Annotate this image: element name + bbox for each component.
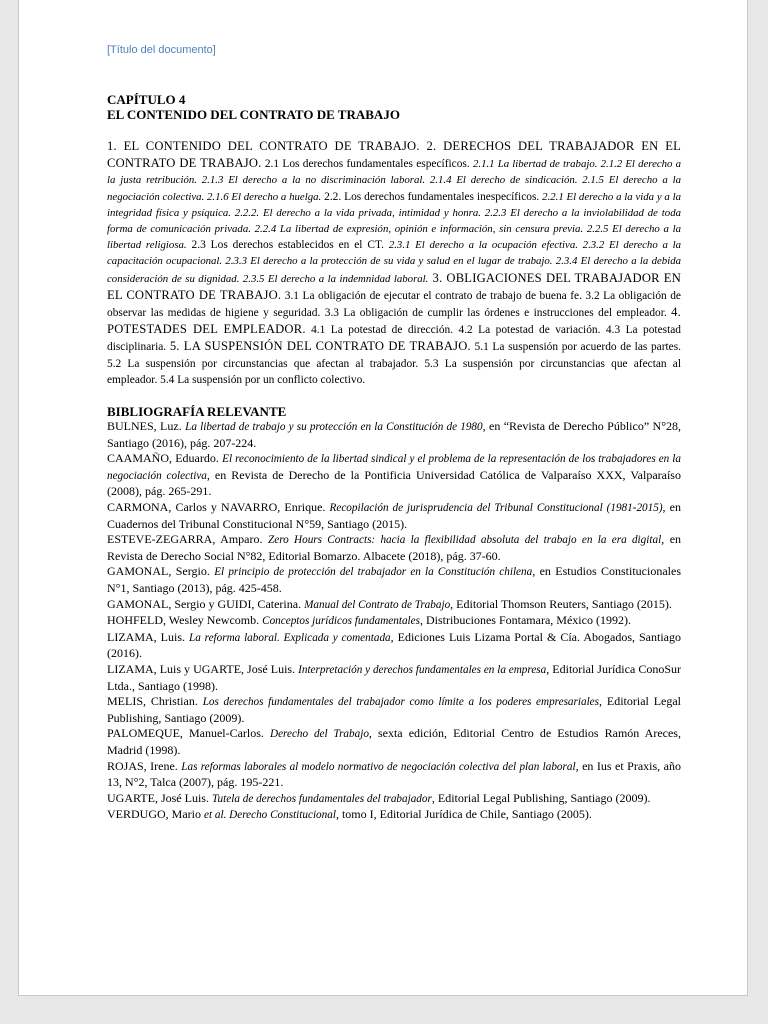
bibliography-entry-text: , Editorial Jurídica ConoSur Ltda., Santiago (1998). (107, 661, 681, 693)
bibliography-entry-text: LIZAMA, Luis. (107, 629, 190, 644)
bibliography-entry-text: et al. Derecho Constitucional (204, 809, 336, 822)
bibliography-entry-text: Zero Hours Contracts: hacia la flexibilidad absoluta del trabajo en la era digital (268, 534, 662, 547)
bibliography-entry-text: GAMONAL, Sergio y GUIDI, Caterina. (107, 596, 305, 611)
bibliography-entry (107, 419, 681, 451)
bibliography-entry-text: Conceptos jurídicos fundamentales (262, 615, 420, 628)
bibliography-entry (107, 564, 681, 596)
bibliography-entry-text: La reforma laboral. Explicada y comentada (189, 631, 391, 644)
summary-run: 2.2. Los derechos fundamentales inespecíficos. (321, 190, 543, 203)
bibliography-entry-text: MELIS, Christian. (107, 694, 203, 709)
document-page (18, 0, 748, 996)
bibliography-entry-text: , Editorial Legal Publishing, Santiago (2009). (431, 790, 651, 805)
bibliography-entry-text: , Distribuciones Fontamara, México (1992). (419, 613, 631, 628)
summary-run: 2.3.1 El derecho a la ocupación efectiva. 2.3.2 El derecho a la capacitación ocupacional. 2.3.3 El derecho a la protección de su vida y salud en el lugar de trabajo. 2.3.4 El derecho a la debida consideración de su dignidad. 2.3.5 El derecho a la indemnidad laboral. (107, 239, 682, 285)
bibliography-entry-text: CAAMAÑO, Eduardo. (107, 451, 223, 466)
bibliography-entry (107, 532, 681, 564)
bibliography-entry-text: , sexta edición, Editorial Centro de Estudios Ramón Areces, Madrid (1998). (107, 726, 681, 757)
summary-run: 3.1 La obligación de ejecutar el contrato de trabajo de buena fe. 3.2 La obligación de observar las medidas de higiene y seguridad. 3.3 La obligación de cumplir las órdenes e instrucciones del empleador. (107, 289, 681, 320)
summary-run: 4. POTESTADES DEL EMPLEADOR. (107, 305, 681, 337)
summary-run: 5. LA SUSPENSIÓN DEL CONTRATO DE TRABAJO. (169, 339, 471, 354)
bibliography-entry-text: Las reformas laborales al modelo normativo de negociación colectiva del plan laboral (181, 760, 576, 773)
summary-run: 2.1 Los derechos fundamentales específicos. (261, 158, 473, 171)
bibliography-entry-text: , Ediciones Luis Lizama Portal & Cía. Abogados, Santiago (2016). (107, 629, 681, 661)
bibliography-entry-text: , tomo I, Editorial Jurídica de Chile, Santiago (2005). (335, 807, 592, 822)
bibliography-entry-text: BULNES, Luz. (107, 419, 186, 434)
bibliography-entry-text: GAMONAL, Sergio. (107, 564, 215, 579)
bibliography-entry-text: El reconocimiento de la libertad sindical y el problema de la representación de los trabajadores en la negociación colectiva (107, 453, 681, 482)
bibliography-entry-text: Los derechos fundamentales del trabajador como límite a los poderes empresariales (202, 696, 600, 709)
bibliography-entry-text: , en Cuadernos del Tribunal Constitucional N°59, Santiago (2015). (107, 500, 681, 531)
bibliography-entry-text: El principio de protección del trabajador en la Constitución chilena (214, 566, 533, 579)
bibliography-entry-text: , en Revista de Derecho de la Pontificia Universidad Católica de Valparaíso XXX, Valparaíso (2008), pág. 265-291. (107, 467, 681, 499)
summary-run: 5.1 La suspensión por acuerdo de las partes. 5.2 La suspensión por circunstancias que afectan al trabajador. 5.3 La suspensión por circunstancias que afectan al empleador. 5.4 La suspensión por un conflicto colectivo. (107, 341, 681, 386)
bibliography-entry-text: Recopilación de jurisprudencia del Tribunal Constitucional (1981-2015) (329, 502, 663, 515)
bibliography-entry-text: HOHFELD, Wesley Newcomb. (107, 613, 263, 628)
bibliography-entry (107, 791, 681, 808)
bibliography-entry-text: UGARTE, José Luis. (107, 790, 212, 805)
bibliography-entry (107, 613, 681, 630)
bibliography-entry (107, 630, 681, 662)
bibliography-entry-text: , en Ius et Praxis, año 13, N°2, Talca (2007), pág. 195-221. (107, 758, 681, 790)
document-title-placeholder[interactable]: [Título del documento] (107, 44, 216, 56)
summary-run: 3. OBLIGACIONES DEL TRABAJADOR EN EL CONTRATO DE TRABAJO. (107, 270, 681, 302)
summary-run: 4.1 La potestad de dirección. 4.2 La potestad de variación. 4.3 La potestad disciplinaria. (107, 324, 681, 354)
bibliography-entry-text: , Editorial Legal Publishing, Santiago (2009). (107, 694, 682, 725)
bibliography-heading: BIBLIOGRAFÍA RELEVANTE (107, 404, 287, 420)
bibliography-entry-text: Tutela de derechos fundamentales del trabajador (211, 792, 432, 805)
page-content (107, 92, 681, 824)
bibliography-entry (107, 807, 681, 824)
bibliography-entry-text: ROJAS, Irene. (107, 758, 182, 773)
bibliography-entry (107, 451, 681, 500)
chapter-number: CAPÍTULO 4 (107, 92, 186, 107)
bibliography-entry (107, 500, 681, 532)
bibliography-entry-text: , en Estudios Constitucionales N°1, Santiago (2013), pág. 425-458. (107, 564, 681, 595)
summary-run: 2.1.1 La libertad de trabajo. 2.1.2 El derecho a la justa retribución. 2.1.3 El derecho a la no discriminación laboral. 2.1.4 El derecho de sindicación. 2.1.5 El derecho a la negociación colectiva. 2.1.6 El derecho a huelga. (107, 158, 681, 203)
bibliography-entry-text: VERDUGO, Mario (107, 807, 204, 822)
bibliography-entry-text: , en “Revista de Derecho Público” N°28, Santiago (2016), pág. 207-224. (107, 419, 682, 450)
bibliography-entry (107, 662, 681, 694)
bibliography-entry-text: ESTEVE-ZEGARRA, Amparo. (107, 532, 268, 547)
bibliography-entry-text: , Editorial Thomson Reuters, Santiago (2015). (450, 596, 672, 611)
bibliography-entry-text: LIZAMA, Luis y UGARTE, José Luis. (107, 661, 299, 676)
summary-run: 2.2.1 El derecho a la vida y a la integridad física y psíquica. 2.2.2. El derecho a la vida privada, intimidad y honra. 2.2.3 El derecho a la inviolabilidad de toda forma de comunicación privada. 2.2.4 La libertad de expresión, opinión e información, sin censura previa. 2.2.5 El derecho a la libertad religiosa. (107, 190, 681, 252)
bibliography-entry-text: , en Revista de Derecho Social N°82, Editorial Bomarzo. Albacete (2018), pág. 37-60. (107, 532, 682, 563)
bibliography-entry-text: CARMONA, Carlos y NAVARRO, Enrique. (107, 500, 330, 515)
bibliography-entry-text: PALOMEQUE, Manuel-Carlos. (107, 726, 270, 741)
chapter-summary (107, 138, 681, 388)
bibliography-entry (107, 726, 681, 758)
bibliography-entry (107, 759, 681, 791)
summary-run: 1. EL CONTENIDO DEL CONTRATO DE TRABAJO. 2. DERECHOS DEL TRABAJADOR EN EL CONTRATO DE TRABAJO. (107, 139, 681, 171)
bibliography-entry-text: Derecho del Trabajo (270, 728, 369, 741)
bibliography-entry-text: La libertad de trabajo y su protección en la Constitución de 1980 (185, 421, 483, 434)
bibliography-entry-text: Manual del Contrato de Trabajo (304, 598, 451, 611)
bibliography-entry-text: Interpretación y derechos fundamentales en la empresa (298, 663, 547, 676)
chapter-title: EL CONTENIDO DEL CONTRATO DE TRABAJO (107, 107, 400, 122)
bibliography-list (107, 419, 681, 824)
bibliography-entry (107, 694, 681, 726)
bibliography-entry (107, 597, 681, 614)
summary-run: 2.3 Los derechos establecidos en el CT. (186, 239, 389, 252)
